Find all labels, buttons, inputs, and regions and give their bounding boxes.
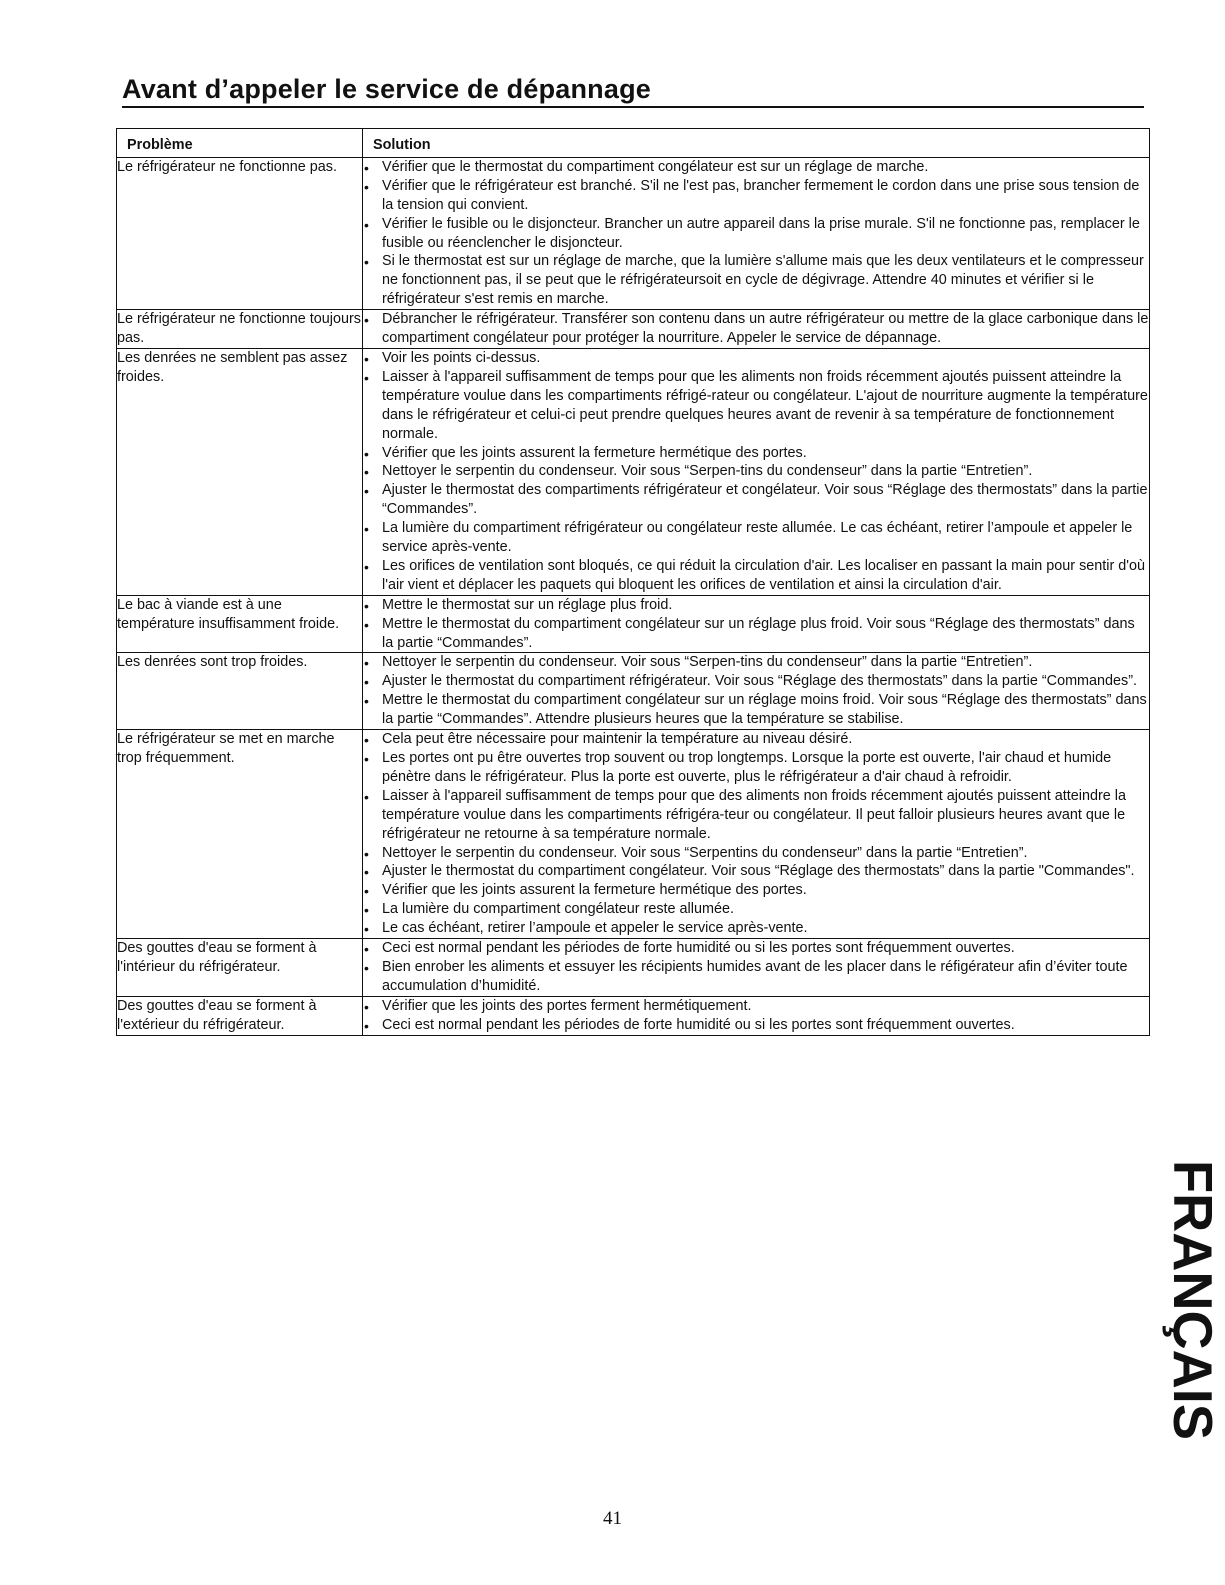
solution-item: • Nettoyer le serpentin du condenseur. Voir sous “Serpen-tins du condenseur” dans la partie “Entretien”.: [363, 462, 1149, 481]
problem-cell: Les denrées ne semblent pas assez froides.: [117, 348, 363, 595]
solution-item: • Ceci est normal pendant les périodes de forte humidité ou si les portes sont fréquemment ouvertes.: [363, 939, 1149, 958]
page-number: 41: [603, 1508, 622, 1529]
table-row: [117, 157, 1150, 309]
solution-cell: [363, 996, 1150, 1035]
solution-cell: [363, 157, 1150, 309]
problem-cell: Le réfrigérateur ne fonctionne pas.: [117, 157, 363, 309]
solution-item: • Les portes ont pu être ouvertes trop souvent ou trop longtemps. Lorsque la porte est ouverte, l'air chaud et humide pénètre dans le réfrigérateur. Plus la porte est ouverte, plus le réfrigérateur a d'air chaud à refroidir.: [363, 749, 1149, 787]
table-row: [117, 653, 1150, 730]
solution-list: [363, 997, 1149, 1035]
solution-item: • Mettre le thermostat du compartiment congélateur sur un réglage moins froid. Voir sous “Réglage des thermostats” dans la partie “Commandes”. Attendre plusieurs heures que la température se stabilise.: [363, 691, 1149, 729]
solution-item: • Cela peut être nécessaire pour maintenir la température au niveau désiré.: [363, 730, 1149, 749]
solution-item: • Vérifier que les joints assurent la fermeture hermétique des portes.: [363, 444, 1149, 463]
solution-item: • Bien enrober les aliments et essuyer les récipients humides avant de les placer dans le réfigérateur afin d’éviter toute accumulation d’humidité.: [363, 958, 1149, 996]
solution-item: • Mettre le thermostat du compartiment congélateur sur un réglage plus froid. Voir sous “Réglage des thermostats” dans la partie “Commandes”.: [363, 615, 1149, 653]
solution-cell: [363, 348, 1150, 595]
problem-cell: Le réfrigérateur ne fonctionne toujours pas.: [117, 310, 363, 349]
solution-item: • Les orifices de ventilation sont bloqués, ce qui réduit la circulation d'air. Les localiser en passant la main pour sentir d'où l'air vient et déplacer les paquets qui bloquent les orifices de ventilation et ainsi la circulation d'air.: [363, 557, 1149, 595]
problem-cell: Le réfrigérateur se met en marche trop fréquemment.: [117, 730, 363, 939]
troubleshooting-table: [116, 128, 1150, 1036]
table-row: [117, 348, 1150, 595]
solution-item: • Laisser à l'appareil suffisamment de temps pour que des aliments non froids récemment ajoutés puissent atteindre la température voulue dans les compartiments réfrigéra-teur ou congélateur. Il peut falloir plusieurs heures avant que le réfrigérateur ne retourne à sa température normale.: [363, 787, 1149, 844]
header-solution: Solution: [363, 129, 1150, 158]
solution-item: • Vérifier que les joints assurent la fermeture hermétique des portes.: [363, 881, 1149, 900]
problem-cell: Le bac à viande est à une température insuffisamment froide.: [117, 595, 363, 653]
table-row: [117, 939, 1150, 997]
table-row: [117, 996, 1150, 1035]
solution-list: [363, 939, 1149, 996]
solution-cell: [363, 595, 1150, 653]
solution-item: • Débrancher le réfrigérateur. Transférer son contenu dans un autre réfrigérateur ou mettre de la glace carbonique dans le compartiment congélateur pour protéger la nourriture. Appeler le service de dépannage.: [363, 310, 1149, 348]
solution-item: • Ajuster le thermostat du compartiment réfrigérateur. Voir sous “Réglage des thermostats” dans la partie “Commandes”.: [363, 672, 1149, 691]
solution-list: [363, 730, 1149, 938]
table-row: [117, 730, 1150, 939]
solution-list: [363, 158, 1149, 309]
solution-item: • La lumière du compartiment congélateur reste allumée.: [363, 900, 1149, 919]
solution-cell: [363, 939, 1150, 997]
header-problem: Problème: [117, 129, 363, 158]
table-header-row: [117, 129, 1150, 158]
solution-item: • Vérifier le fusible ou le disjoncteur. Brancher un autre appareil dans la prise murale. S'il ne fonctionne pas, remplacer le fusible ou réenclencher le disjoncteur.: [363, 215, 1149, 253]
solution-cell: [363, 653, 1150, 730]
solution-list: [363, 653, 1149, 729]
problem-cell: Les denrées sont trop froides.: [117, 653, 363, 730]
solution-item: • Le cas échéant, retirer l’ampoule et appeler le service après-vente.: [363, 919, 1149, 938]
solution-item: • Ceci est normal pendant les périodes de forte humidité ou si les portes sont fréquemment ouvertes.: [363, 1016, 1149, 1035]
solution-item: • Voir les points ci-dessus.: [363, 349, 1149, 368]
page-title: Avant d’appeler le service de dépannage: [122, 72, 1144, 108]
solution-item: • Mettre le thermostat sur un réglage plus froid.: [363, 596, 1149, 615]
solution-item: • Nettoyer le serpentin du condenseur. Voir sous “Serpen-tins du condenseur” dans la partie “Entretien”.: [363, 653, 1149, 672]
solution-item: • Vérifier que le réfrigérateur est branché. S'il ne l'est pas, brancher fermement le cordon dans une prise sous tension de la tension qui convient.: [363, 177, 1149, 215]
solution-cell: [363, 730, 1150, 939]
problem-cell: Des gouttes d'eau se forment à l'extérieur du réfrigérateur.: [117, 996, 363, 1035]
solution-list: [363, 349, 1149, 595]
solution-list: [363, 310, 1149, 348]
solution-cell: [363, 310, 1150, 349]
solution-list: [363, 596, 1149, 653]
solution-item: • Vérifier que les joints des portes ferment hermétiquement.: [363, 997, 1149, 1016]
side-tab-label: FRANÇAIS: [1162, 1160, 1224, 1445]
table-row: [117, 310, 1150, 349]
solution-item: • Nettoyer le serpentin du condenseur. Voir sous “Serpentins du condenseur” dans la partie “Entretien”.: [363, 844, 1149, 863]
solution-item: • La lumière du compartiment réfrigérateur ou congélateur reste allumée. Le cas échéant, retirer l’ampoule et appeler le service après-vente.: [363, 519, 1149, 557]
table-row: [117, 595, 1150, 653]
problem-cell: Des gouttes d'eau se forment à l'intérieur du réfrigérateur.: [117, 939, 363, 997]
solution-item: • Ajuster le thermostat des compartiments réfrigérateur et congélateur. Voir sous “Réglage des thermostats” dans la partie “Commandes”.: [363, 481, 1149, 519]
language-side-tab: [1154, 1160, 1224, 1450]
solution-item: • Laisser à l'appareil suffisamment de temps pour que les aliments non froids récemment ajoutés puissent atteindre la température voulue dans les compartiments réfrigé-rateur ou congélateur. L'ajout de nourriture augmente la température dans le réfrigérateur et celui-ci peut prendre quelques heures avant de revenir à sa température de fonctionnement normale.: [363, 368, 1149, 444]
solution-item: • Si le thermostat est sur un réglage de marche, que la lumière s'allume mais que les deux ventilateurs et le compresseur ne fonctionnent pas, il se peut que le réfrigérateursoit en cycle de dégivrage. Attendre 40 minutes et vérifier si le réfrigérateur s'est remis en marche.: [363, 252, 1149, 309]
solution-item: • Vérifier que le thermostat du compartiment congélateur est sur un réglage de marche.: [363, 158, 1149, 177]
solution-item: • Ajuster le thermostat du compartiment congélateur. Voir sous “Réglage des thermostats” dans la partie "Commandes".: [363, 862, 1149, 881]
